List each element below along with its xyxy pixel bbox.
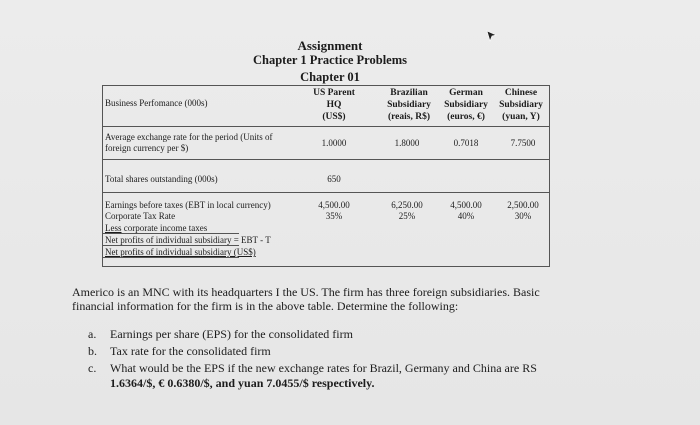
table-divider: [103, 126, 549, 127]
fx-us: 1.0000: [321, 138, 347, 148]
fx-label: Average exchange rate for the period (Units of foreign currency per $): [105, 132, 273, 153]
fx-brazil: 1.8000: [394, 138, 420, 148]
assignment-title: Assignment: [297, 38, 363, 53]
net-usd-label: Net profits of individual subsidiary (US$): [105, 247, 256, 257]
less-taxes-label: Less corporate income taxes: [105, 223, 208, 233]
chapter-subtitle: Chapter 1 Practice Problems: [252, 53, 407, 67]
row-header-label: Business Perfomance (000s): [105, 98, 208, 108]
question-c-rates: 1.6364/$, € 0.6380/$, and yuan 7.0455/$ respectively.: [110, 376, 375, 390]
fx-china: 7.7500: [510, 138, 536, 148]
fx-germany: 0.7018: [453, 138, 479, 148]
financial-table: [102, 85, 550, 267]
col-header-china: Chinese Subsidiary (yuan, Y): [499, 88, 543, 122]
tax-label: Corporate Tax Rate: [105, 211, 176, 221]
tax-germany: 40%: [457, 211, 475, 221]
col-header-brazil: Brazilian Subsidiary (reais, R$): [387, 88, 431, 122]
shares-label: Total shares outstanding (000s): [105, 174, 218, 184]
question-b: b. Tax rate for the consolidated firm: [88, 344, 271, 358]
shares-value: 650: [327, 174, 341, 184]
problem-paragraph: Americo is an MNC with its headquarters I the US. The firm has three foreign subsidiaries. Basic financial information for the firm is in the above table. Determine the following:: [72, 285, 540, 313]
table-divider: [103, 257, 239, 258]
ebt-china: 2,500.00: [507, 200, 539, 210]
tax-brazil: 25%: [398, 211, 416, 221]
net-local-label: Net profits of individual subsidiary = EBT - T: [105, 235, 271, 245]
tax-china: 30%: [514, 211, 532, 221]
question-a: a. Earnings per share (EPS) for the consolidated firm: [88, 327, 353, 341]
question-c: c. What would be the EPS if the new exchange rates for Brazil, Germany and China are RS: [88, 361, 537, 375]
table-divider: [103, 192, 549, 193]
ebt-label: Earnings before taxes (EBT in local currency): [105, 200, 271, 210]
ebt-us: 4,500.00: [318, 200, 350, 210]
table-divider: [103, 233, 239, 234]
table-divider: [103, 159, 549, 160]
chapter-label: Chapter 01: [300, 70, 360, 84]
tax-us: 35%: [325, 211, 343, 221]
col-header-us-parent: US Parent HQ (US$): [313, 88, 355, 122]
ebt-germany: 4,500.00: [450, 200, 482, 210]
table-divider: [103, 245, 239, 246]
col-header-germany: German Subsidiary (euros, €): [444, 88, 488, 122]
ebt-brazil: 6,250.00: [391, 200, 423, 210]
mouse-cursor-icon: [486, 30, 498, 44]
